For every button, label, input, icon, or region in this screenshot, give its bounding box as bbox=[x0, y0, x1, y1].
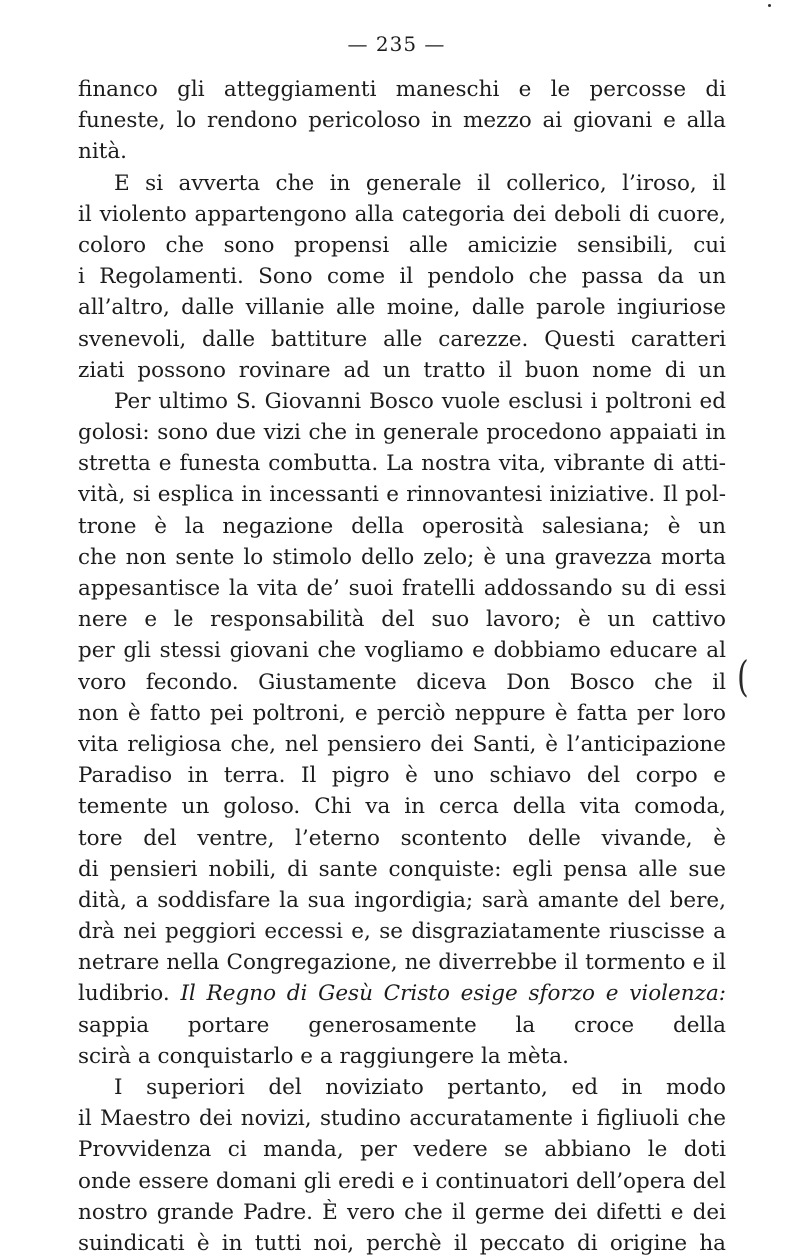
text-line: vità, si esplica in incessanti e rinnovantesi iniziative. Il pol- bbox=[78, 482, 726, 508]
text-line bbox=[78, 978, 726, 1009]
text-line: nere e le responsabilità del suo lavoro; è un cattivo bbox=[78, 607, 726, 633]
text-line: nità. bbox=[78, 139, 128, 165]
text-line: i Regolamenti. Sono come il pendolo che passa da un bbox=[78, 264, 726, 290]
text-line: all’altro, dalle villanie alle moine, dalle parole ingiuriose bbox=[78, 295, 726, 321]
margin-mark: ( bbox=[737, 653, 749, 702]
text-line: che non sente lo stimolo dello zelo; è una gravezza morta bbox=[78, 544, 726, 570]
text-line: Per ultimo S. Giovanni Bosco vuole esclusi i poltroni ed bbox=[114, 388, 726, 414]
text-line: il Maestro dei novizi, studino accuratamente i figliuoli che bbox=[78, 1106, 726, 1132]
text-line: appesantisce la vita de’ suoi fratelli addossando su di essi bbox=[78, 576, 726, 601]
text-line: voro fecondo. Giustamente diceva Don Bosco che il bbox=[78, 669, 726, 695]
italic-quote: Il Regno di Gesù Cristo esige sforzo e violenza: bbox=[180, 981, 726, 1007]
text-line: suindicati è in tutti noi, perchè il peccato di origine ha bbox=[78, 1230, 726, 1256]
text-line: Paradiso in terra. Il pigro è uno schiavo del corpo e bbox=[78, 763, 726, 789]
text-line: dità, a soddisfare la sua ingordigia; sarà amante del bere, bbox=[78, 887, 726, 913]
text-run: ludibrio. bbox=[78, 981, 181, 1007]
page-number: — 235 — bbox=[347, 32, 446, 56]
text-line: tore del ventre, l’eterno scontento delle vivande, è bbox=[78, 825, 726, 851]
text-line: onde essere domani gli eredi e i continuatori dell’opera del bbox=[78, 1168, 726, 1194]
text-line: E si avverta che in generale il collerico, l’iroso, il bbox=[114, 170, 726, 196]
text-line: coloro che sono propensi alle amicizie sensibili, cui bbox=[78, 232, 726, 258]
text-line: golosi: sono due vizi che in generale procedono appaiati in bbox=[78, 420, 726, 446]
text-line: I superiori del noviziato pertanto, ed in modo bbox=[114, 1075, 726, 1100]
text-line: stretta e funesta combutta. La nostra vita, vibrante di atti- bbox=[78, 451, 726, 477]
text-line: Provvidenza ci manda, per vedere se abbiano le doti bbox=[78, 1137, 726, 1163]
body-text bbox=[78, 74, 726, 1259]
text-line: di pensieri nobili, di sante conquiste: egli pensa alle sue bbox=[78, 856, 726, 882]
text-line: financo gli atteggiamenti maneschi e le percosse di bbox=[78, 77, 726, 102]
text-line: drà nei peggiori eccessi e, se disgraziatamente riuscisse a bbox=[78, 919, 726, 945]
text-line: temente un goloso. Chi va in cerca della vita comoda, bbox=[78, 794, 726, 820]
text-line: sappia portare generosamente la croce della bbox=[78, 1012, 726, 1038]
text-line: il violento appartengono alla categoria dei deboli di cuore, bbox=[78, 201, 726, 227]
text-line: svenevoli, dalle battiture alle carezze. Questi caratteri bbox=[78, 326, 726, 352]
text-line: nostro grande Padre. È vero che il germe dei difetti e dei bbox=[78, 1199, 726, 1225]
text-line: netrare nella Congregazione, ne diverrebbe il tormento e il bbox=[78, 950, 726, 976]
text-line: ziati possono rovinare ad un tratto il buon nome di un bbox=[78, 357, 726, 383]
text-line: funeste, lo rendono pericoloso in mezzo ai giovani e alla bbox=[78, 108, 726, 134]
text-line: scirà a conquistarlo e a raggiungere la mèta. bbox=[78, 1043, 569, 1069]
text-line: vita religiosa che, nel pensiero dei Santi, è l’anticipazione bbox=[78, 731, 726, 757]
text-line: non è fatto pei poltroni, e perciò neppure è fatta per loro bbox=[78, 700, 726, 726]
text-line: per gli stessi giovani che vogliamo e dobbiamo educare al bbox=[78, 638, 726, 664]
speck bbox=[768, 4, 771, 7]
text-line: trone è la negazione della operosità salesiana; è un bbox=[78, 513, 726, 539]
